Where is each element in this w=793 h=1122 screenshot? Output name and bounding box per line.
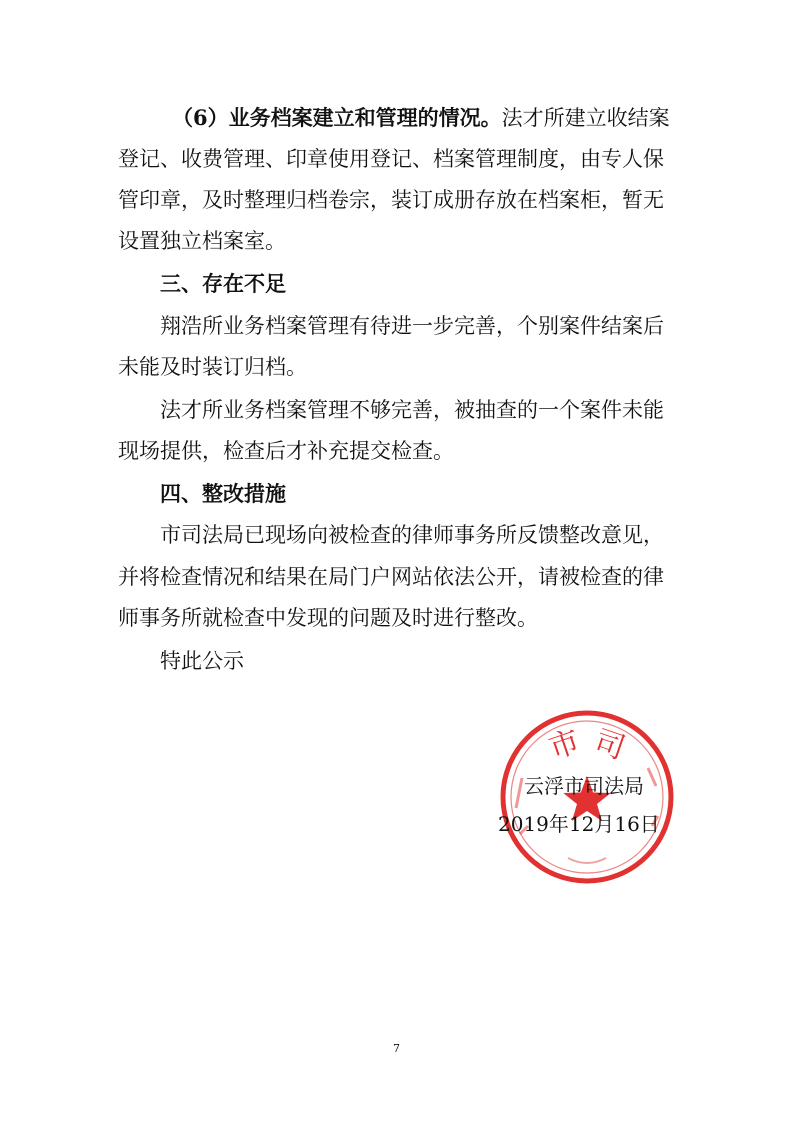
section-heading: 三、存在不足 <box>160 271 286 296</box>
paragraph-line: 翔浩所业务档案管理有待进一步完善，个别案件结案后 <box>160 314 664 338</box>
paragraph-line: 登记、收费管理、印章使用登记、档案管理制度，由专人保 <box>118 147 664 171</box>
paragraph-line: 管印章，及时整理归档卷宗，装订成册存放在档案柜，暂无 <box>118 188 664 212</box>
paragraph-line: 法才所业务档案管理不够完善，被抽查的一个案件未能 <box>160 398 664 422</box>
page-number: 7 <box>393 1042 400 1055</box>
signing-organization: 云浮市司法局 <box>524 774 644 798</box>
section-subheading: （6）业务档案建立和管理的情况。 <box>172 105 502 130</box>
paragraph-line: 未能及时装订归档。 <box>118 355 307 379</box>
paragraph-line: 市司法局已现场向被检查的律师事务所反馈整改意见， <box>160 523 664 547</box>
paragraph-line: 现场提供，检查后才补充提交检查。 <box>118 439 454 463</box>
line-text: 法才所建立收结案 <box>501 106 670 130</box>
paragraph-line: 并将检查情况和结果在局门户网站依法公开，请被检查的律 <box>118 565 664 589</box>
seal-top-text: 市 司 <box>544 723 630 767</box>
paragraph-line: 特此公示 <box>160 649 244 673</box>
signing-date: 2019年12月16日 <box>498 812 660 836</box>
paragraph-line: 设置独立档案室。 <box>118 229 286 253</box>
paragraph-line: 师事务所就检查中发现的问题及时进行整改。 <box>118 606 538 630</box>
paragraph-line <box>172 103 670 133</box>
section-heading: 四、整改措施 <box>160 481 286 506</box>
